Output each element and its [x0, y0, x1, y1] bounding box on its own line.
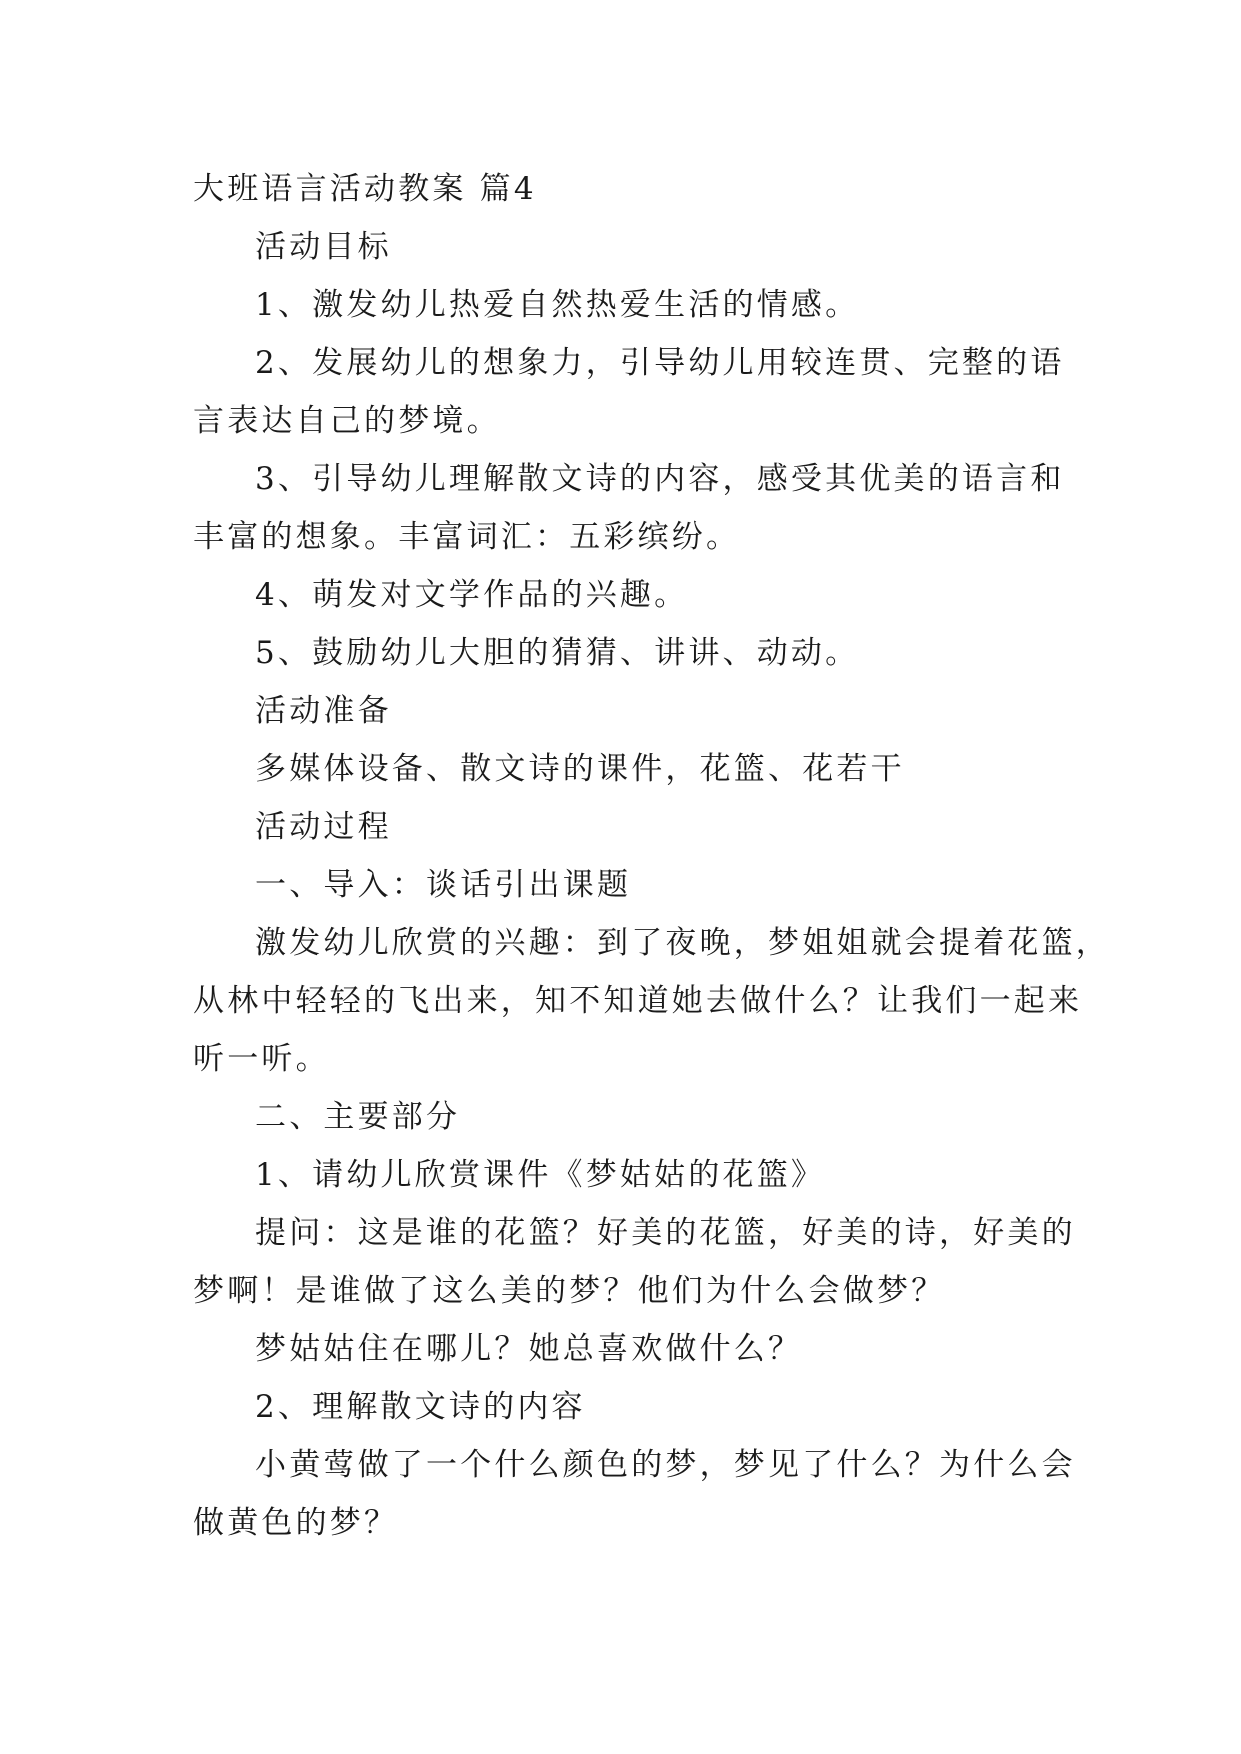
- section-heading-preparation: 活动准备: [255, 693, 392, 729]
- goal-item-3-continued: 丰富的想象。丰富词汇：五彩缤纷。: [193, 519, 741, 555]
- paragraph-intro: 激发幼儿欣赏的兴趣：到了夜晚，梦姐姐就会提着花篮，: [255, 925, 1110, 961]
- section-heading-goals: 活动目标: [255, 229, 392, 265]
- section-heading-process: 活动过程: [255, 809, 392, 845]
- paragraph-intro-continued: 从林中轻轻的飞出来，知不知道她去做什么？让我们一起来: [193, 983, 1083, 1019]
- paragraph-oriole-continued: 做黄色的梦？: [193, 1505, 399, 1541]
- sub-step-1: 1、请幼儿欣赏课件《梦姑姑的花篮》: [255, 1157, 826, 1193]
- paragraph-question-2: 梦姑姑住在哪儿？她总喜欢做什么？: [255, 1331, 803, 1367]
- document-page: [193, 160, 1110, 1552]
- paragraph-oriole: 小黄莺做了一个什么颜色的梦，梦见了什么？为什么会: [255, 1447, 1076, 1483]
- paragraph-questions: 提问：这是谁的花篮？好美的花篮，好美的诗，好美的: [255, 1215, 1076, 1251]
- paragraph-intro-end: 听一听。: [193, 1041, 330, 1077]
- process-step-2-heading: 二、主要部分: [255, 1099, 461, 1135]
- goal-item-3: 3、引导幼儿理解散文诗的内容，感受其优美的语言和: [255, 461, 1065, 497]
- goal-item-4: 4、萌发对文学作品的兴趣。: [255, 577, 689, 613]
- sub-step-2: 2、理解散文诗的内容: [255, 1389, 586, 1425]
- paragraph-questions-continued: 梦啊！是谁做了这么美的梦？他们为什么会做梦？: [193, 1273, 946, 1309]
- goal-item-2: 2、发展幼儿的想象力，引导幼儿用较连贯、完整的语: [255, 345, 1065, 381]
- document-title: 大班语言活动教案 篇4: [193, 171, 537, 207]
- goal-item-2-continued: 言表达自己的梦境。: [193, 403, 501, 439]
- goal-item-5: 5、鼓励幼儿大胆的猜猜、讲讲、动动。: [255, 635, 860, 671]
- preparation-text: 多媒体设备、散文诗的课件，花篮、花若干: [255, 751, 905, 787]
- process-step-1-heading: 一、导入：谈话引出课题: [255, 867, 632, 903]
- goal-item-1: 1、激发幼儿热爱自然热爱生活的情感。: [255, 287, 860, 323]
